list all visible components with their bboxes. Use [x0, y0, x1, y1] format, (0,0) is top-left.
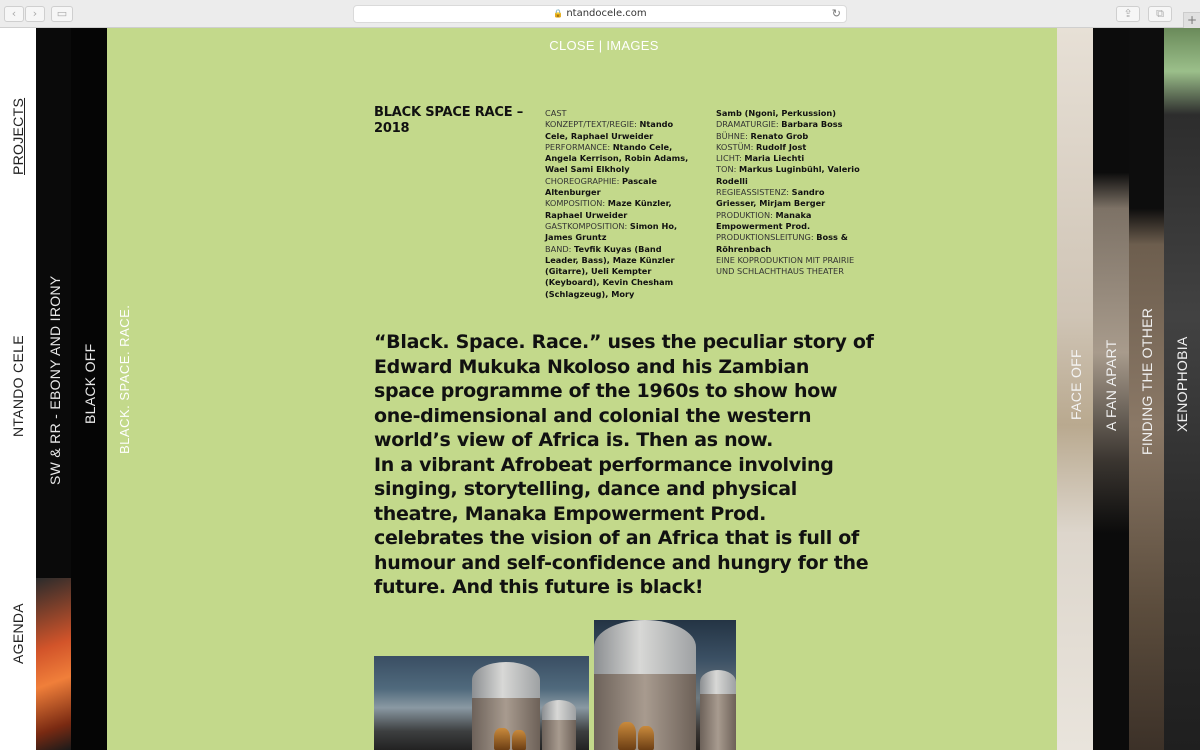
browser-toolbar [0, 0, 1200, 28]
observatory-dome [542, 700, 576, 720]
credit-role: GASTKOMPOSITION: [545, 220, 630, 231]
project-title: BLACK SPACE RACE – 2018 [374, 105, 524, 136]
reload-icon[interactable]: ↻ [831, 7, 841, 20]
project-photo-2[interactable] [594, 620, 736, 750]
credit-role: CAST [545, 108, 567, 118]
tab-overview-button[interactable] [1148, 6, 1172, 22]
observatory-dome [472, 662, 540, 698]
new-tab-button[interactable] [1183, 12, 1200, 28]
credit-role: EINE KOPRODUKTION MIT PRAIRIE UND SCHLACHTHAUS THEATER [716, 254, 855, 277]
credit-line [545, 198, 695, 221]
credit-line [716, 210, 861, 233]
sidebar-icon: ▭ [56, 7, 68, 20]
credit-names: Pascale Altenburger [545, 175, 657, 198]
credit-line [716, 131, 861, 142]
credit-line [545, 142, 695, 176]
credit-names: Simon Ho, James Gruntz [545, 220, 678, 243]
credit-names: Rudolf Jost [755, 141, 807, 152]
project-photo-1[interactable] [374, 656, 589, 750]
credit-names: Ntando Cele, Angela Kerrison, Robin Adams, Wael Sami Elkholy [545, 141, 689, 175]
credit-role: BAND: [545, 243, 575, 254]
credit-role: LICHT: [716, 153, 745, 164]
project-label-sw-rr[interactable]: SW & RR - EBONY AND IRONY [47, 275, 63, 485]
credit-role: PRODUKTION: [716, 209, 776, 220]
chevron-right-icon: › [32, 7, 38, 20]
separator: | [594, 38, 607, 53]
description-paragraph-2: In a vibrant Afrobeat performance involving singing, storytelling, dance and physical theatre, Manaka Empowerment Prod. celebrates the vision of an Africa that is full of humour and self-confidence and hungry for the future. And this future is black! [374, 453, 869, 598]
credit-line [545, 176, 695, 199]
url-text: ntandocele.com [566, 8, 647, 19]
credit-role: CHOREOGRAPHIE: [545, 175, 622, 186]
credit-line [716, 108, 861, 119]
forward-button[interactable] [25, 6, 45, 22]
credit-line [716, 255, 861, 278]
description-paragraph-1: “Black. Space. Race.” uses the peculiar story of Edward Mukuka Nkoloso and his Zambian space programme of the 1960s to show how one-dimensional and colonial the western world’s view of Africa is. Then as now. [374, 331, 874, 451]
observatory-tower [542, 720, 576, 750]
credit-line [545, 119, 695, 142]
credit-line [716, 142, 861, 153]
site-title-link[interactable]: NTANDO CELE [10, 335, 26, 437]
observatory-dome [594, 620, 696, 674]
credits-column-1 [545, 108, 695, 300]
credit-names: Barbara Boss [781, 119, 843, 130]
credit-line [545, 221, 695, 244]
back-button[interactable] [4, 6, 24, 22]
astronaut-figure [494, 728, 510, 750]
credit-line [545, 108, 695, 119]
credit-names: Maze Künzler, Raphael Urweider [545, 198, 672, 220]
credits-column-2 [716, 108, 861, 277]
project-thumbnail [36, 578, 71, 750]
credit-line [716, 164, 861, 187]
credit-names: Samb (Ngoni, Perkussion) [716, 108, 836, 118]
credit-names: Boss & Röhrenbach [716, 232, 848, 254]
astronaut-figure [618, 722, 636, 750]
astronaut-figure [512, 730, 526, 750]
credit-line [716, 119, 861, 130]
close-link[interactable]: CLOSE [549, 38, 595, 53]
credit-role: REGIEASSISTENZ: [716, 187, 792, 198]
credit-names: Maria Liechti [744, 153, 805, 164]
sidebar-toggle-button[interactable] [51, 6, 73, 22]
plus-icon: + [1186, 13, 1198, 27]
project-label-xenophobia[interactable]: XENOPHOBIA [1174, 336, 1190, 432]
credit-role: DRAMATURGIE: [716, 119, 782, 130]
project-label-black-off[interactable]: BLACK OFF [82, 343, 98, 424]
project-vertical-label: BLACK. SPACE. RACE. [117, 304, 132, 454]
address-bar[interactable] [353, 5, 847, 23]
nav-projects-link[interactable]: PROJECTS [10, 97, 26, 175]
share-icon: ⇪ [1123, 7, 1133, 20]
credit-names: Ntando Cele, Raphael Urweider [545, 119, 674, 141]
project-detail-panel [107, 28, 1057, 750]
credit-role: BÜHNE: [716, 130, 751, 141]
project-label-a-fan-apart[interactable]: A FAN APART [1103, 339, 1119, 431]
project-description [374, 330, 874, 600]
credit-role: KOMPOSITION: [545, 198, 608, 209]
panel-controls [107, 38, 1057, 53]
astronaut-figure [638, 726, 654, 750]
credit-names: Sandro Griesser, Mirjam Berger [716, 187, 826, 209]
lock-icon: 🔒 [553, 9, 564, 18]
credit-role: PRODUKTIONSLEITUNG: [716, 232, 817, 243]
credit-line [716, 232, 861, 255]
credit-names: Manaka Empowerment Prod. [716, 209, 812, 231]
credit-role: PERFORMANCE: [545, 141, 613, 152]
credit-line [545, 244, 695, 300]
observatory-tower [700, 694, 736, 750]
share-button[interactable] [1116, 6, 1140, 22]
project-label-finding-the-other[interactable]: FINDING THE OTHER [1139, 307, 1155, 455]
credit-names: Renato Grob [750, 130, 809, 141]
nav-agenda-link[interactable]: AGENDA [10, 603, 26, 664]
credit-names: Tevfik Kuyas (Band Leader, Bass), Maze Künzler (Gitarre), Ueli Kempter (Keyboard), Kevin Chesham (Schlagzeug), Mory [545, 243, 675, 299]
credit-role: TON: [716, 164, 739, 175]
observatory-dome [700, 670, 736, 694]
credit-role: KONZEPT/TEXT/REGIE: [545, 119, 640, 130]
credit-line [716, 187, 861, 210]
project-label-face-off[interactable]: FACE OFF [1068, 349, 1084, 420]
credit-role: KOSTÜM: [716, 141, 756, 152]
credit-line [716, 153, 861, 164]
credit-names: Markus Luginbühl, Valerio Rodelli [716, 164, 860, 186]
chevron-left-icon: ‹ [11, 7, 17, 20]
images-link[interactable]: IMAGES [606, 38, 659, 53]
tabs-icon: ⧉ [1156, 7, 1164, 20]
